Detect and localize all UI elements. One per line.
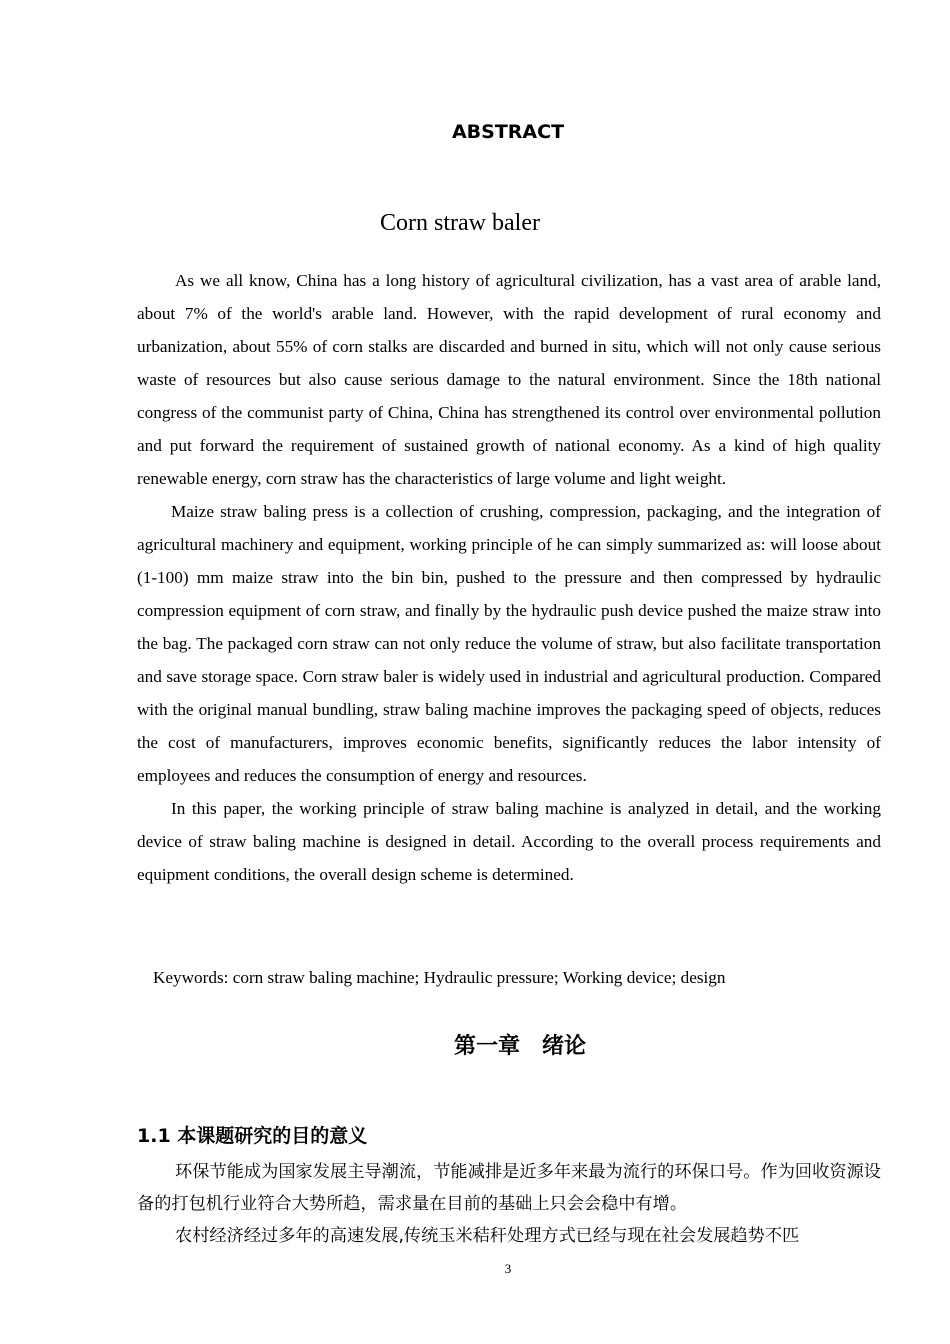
section-heading: 1.1 本课题研究的目的意义 bbox=[137, 1125, 368, 1147]
abstract-paragraph: In this paper, the working principle of straw baling machine is analyzed in detail, and the working device of straw baling machine is designed in detail. According to the overall process requirements and equipment conditions, the overall design scheme is determined. bbox=[137, 799, 881, 884]
chinese-paragraph: 农村经济经过多年的高速发展,传统玉米秸秆处理方式已经与现在社会发展趋势不匹 bbox=[175, 1226, 800, 1246]
chapter-heading bbox=[0, 1029, 950, 1060]
abstract-paragraph: Maize straw baling press is a collection of crushing, compression, packaging, and the integration of agricultural machinery and equipment, working principle of he can simply summarized as: will loose about (1-100) mm maize straw into the bin bin, pushed to the pressure and then compressed by hydraulic compression equipment of corn straw, and finally by the hydraulic push device pushed the maize straw into the bag. The packaged corn straw can not only reduce the volume of straw, but also facilitate transportation and save storage space. Corn straw baler is widely used in industrial and agricultural production. Compared with the original manual bundling, straw baling machine improves the packaging speed of objects, reduces the cost of manufacturers, improves economic benefits, significantly reduces the labor intensity of employees and reduces the consumption of energy and resources. bbox=[137, 502, 881, 785]
chapter-number: 第一章 bbox=[453, 1034, 520, 1059]
abstract-body bbox=[137, 264, 881, 891]
page-number: 3 bbox=[504, 1261, 512, 1276]
chinese-paragraph: 环保节能成为国家发展主导潮流，节能减排是近多年来最为流行的环保口号。作为回收资源设备的打包机行业符合大势所趋，需求量在目前的基础上只会会稳中有增。 bbox=[137, 1162, 881, 1214]
abstract-paragraph: As we all know, China has a long history of agricultural civilization, has a vast area of arable land, about 7% of the world's arable land. However, with the rapid development of rural economy and urbanization, about 55% of corn stalks are discarded and burned in situ, which will not only cause serious waste of resources but also cause serious damage to the natural environment. Since the 18th national congress of the communist party of China, China has strengthened its control over environmental pollution and put forward the requirement of sustained growth of national economy. As a kind of high quality renewable energy, corn straw has the characteristics of large volume and light weight. bbox=[137, 271, 881, 488]
chinese-body bbox=[137, 1156, 881, 1252]
keywords-line: Keywords: corn straw baling machine; Hydraulic pressure; Working device; design bbox=[153, 968, 726, 987]
paper-subtitle: Corn straw baler bbox=[380, 210, 540, 236]
abstract-heading: ABSTRACT bbox=[451, 121, 565, 143]
chapter-title: 绪论 bbox=[542, 1034, 587, 1059]
